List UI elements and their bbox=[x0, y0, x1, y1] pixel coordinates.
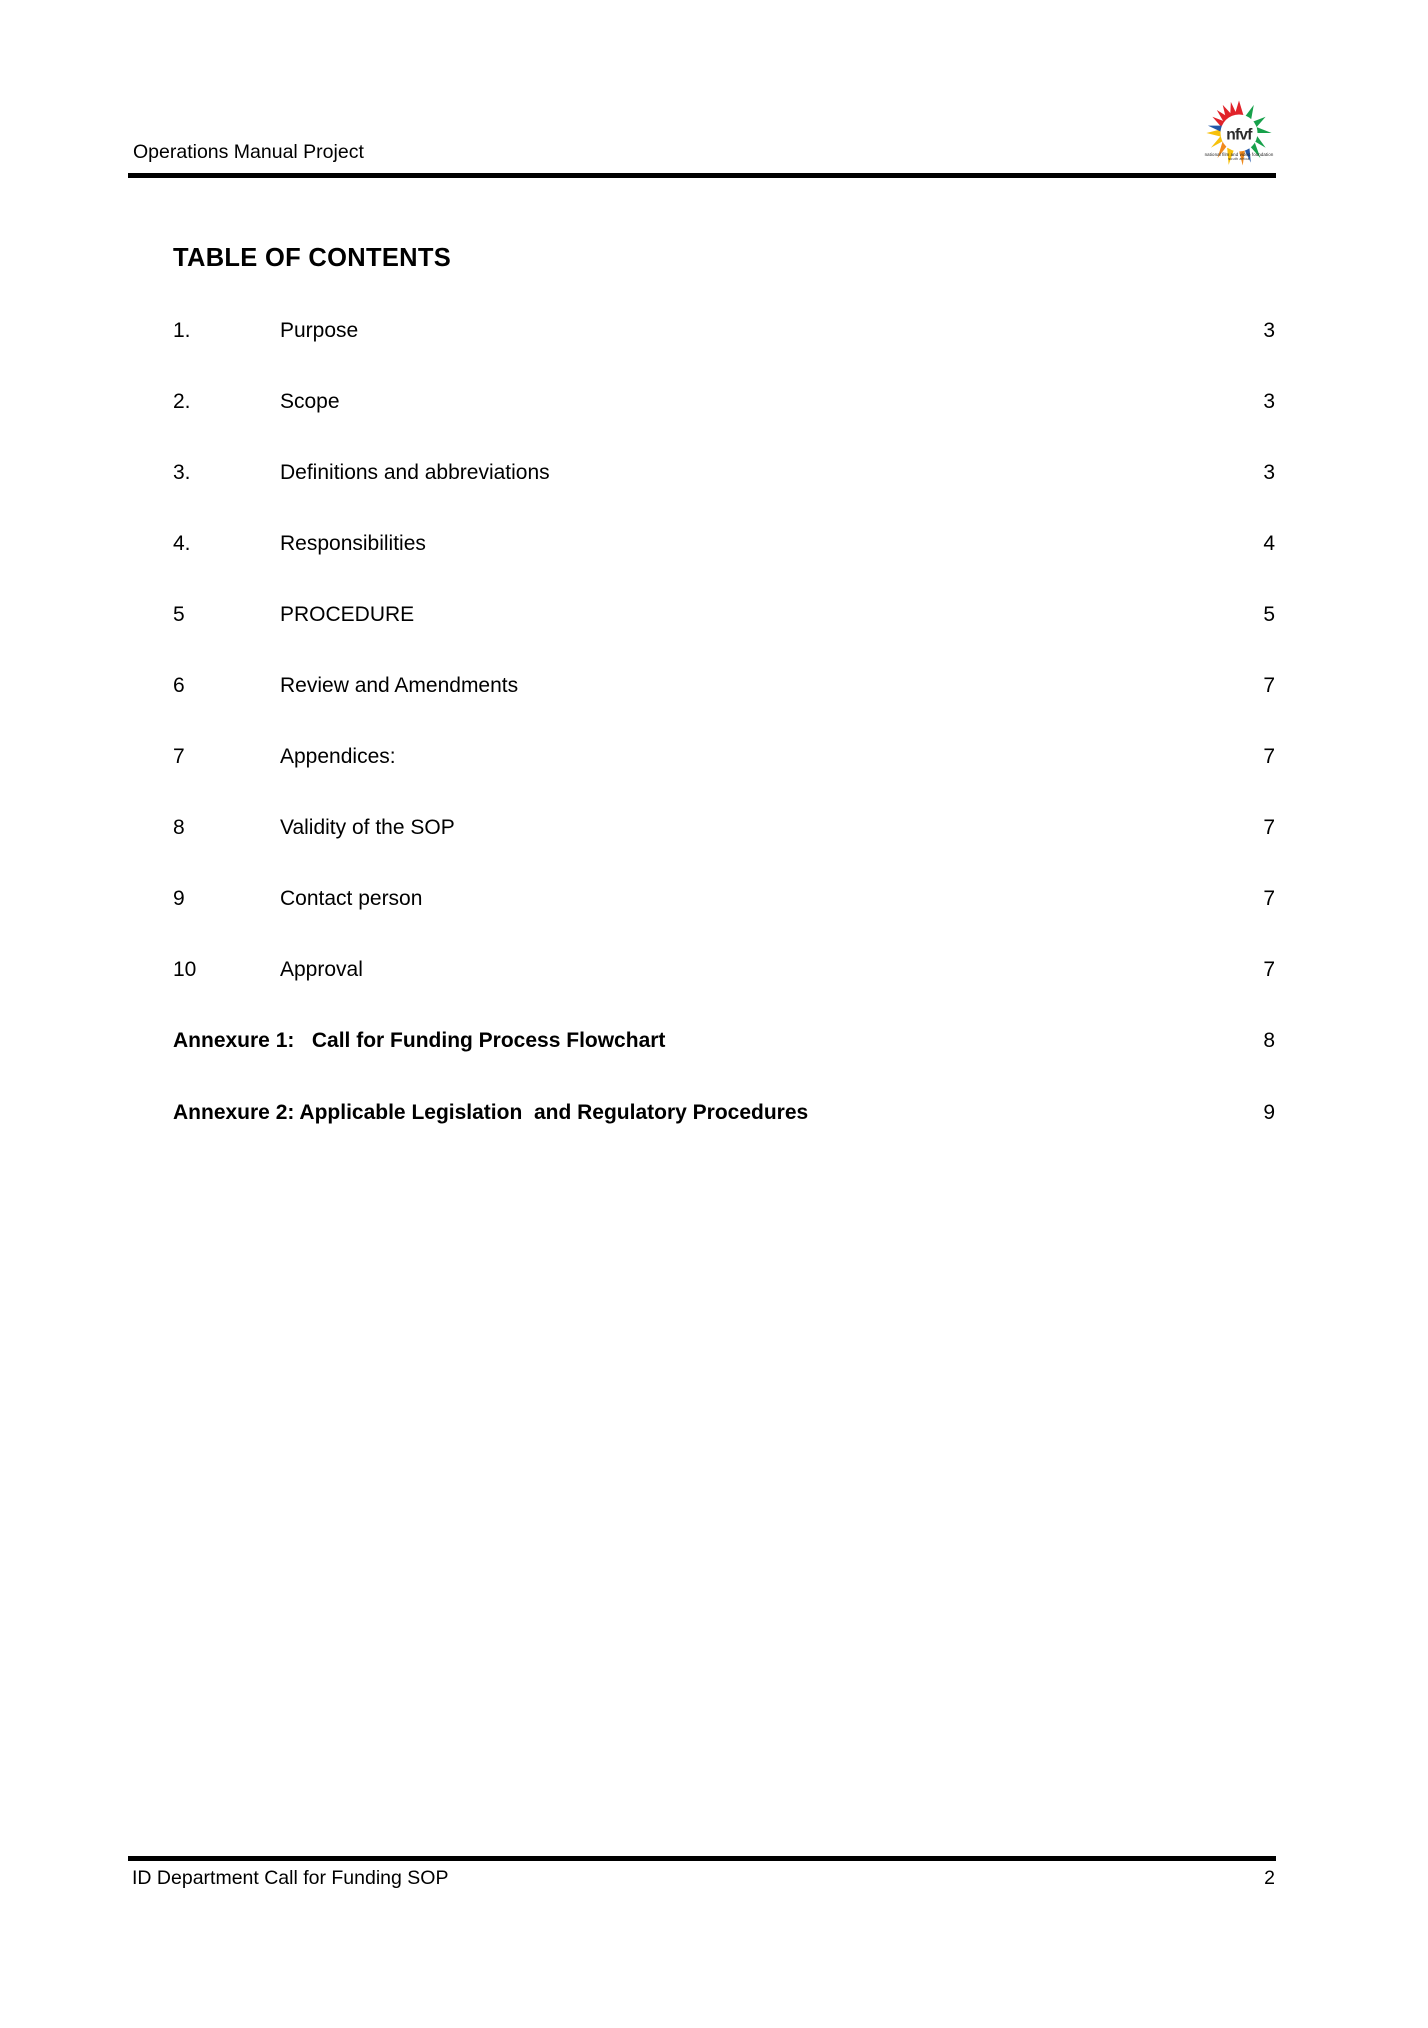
toc-entry-page: 5 bbox=[1263, 603, 1275, 626]
toc-entry-number: 4. bbox=[173, 532, 191, 555]
toc-entry-label: PROCEDURE bbox=[280, 603, 415, 626]
toc-entry-page: 7 bbox=[1263, 674, 1275, 697]
toc-entry-number: 5 bbox=[173, 603, 185, 626]
toc-annexure-label: Annexure 2: Applicable Legislation and Regulatory Procedures bbox=[173, 1101, 809, 1124]
page-title: TABLE OF CONTENTS bbox=[173, 244, 452, 272]
table-of-contents bbox=[173, 318, 1275, 1172]
toc-entry-label: Validity of the SOP bbox=[280, 816, 455, 839]
toc-entry-page: 3 bbox=[1263, 390, 1275, 413]
toc-entry-number: 8 bbox=[173, 816, 185, 839]
toc-entry-number: 7 bbox=[173, 745, 185, 768]
header-title: Operations Manual Project bbox=[133, 141, 364, 163]
toc-entry[interactable] bbox=[173, 602, 1275, 673]
toc-annexure-entry[interactable] bbox=[173, 1028, 1275, 1100]
toc-entry-number: 10 bbox=[173, 958, 197, 981]
toc-entry-page: 4 bbox=[1263, 532, 1275, 555]
footer-divider bbox=[128, 1856, 1276, 1861]
header-divider bbox=[128, 173, 1276, 178]
page-footer bbox=[128, 1856, 1276, 1916]
toc-entry-number: 6 bbox=[173, 674, 185, 697]
toc-entry-page: 3 bbox=[1263, 461, 1275, 484]
toc-entry-page: 7 bbox=[1263, 958, 1275, 981]
toc-annexure-page: 9 bbox=[1263, 1101, 1275, 1124]
toc-entry-label: Approval bbox=[280, 958, 363, 981]
toc-entry-page: 7 bbox=[1263, 745, 1275, 768]
toc-entry-label: Definitions and abbreviations bbox=[280, 461, 550, 484]
svg-text:nfvf: nfvf bbox=[1226, 126, 1252, 144]
logo-caption-line2: south africa bbox=[1228, 157, 1250, 162]
page-header bbox=[128, 96, 1276, 182]
toc-entry[interactable] bbox=[173, 815, 1275, 886]
toc-entry-label: Appendices: bbox=[280, 745, 396, 768]
toc-entry-label: Contact person bbox=[280, 887, 423, 910]
toc-entry[interactable] bbox=[173, 389, 1275, 460]
logo-caption-line1: national film and video foundation bbox=[1204, 152, 1274, 157]
toc-entry-number: 3. bbox=[173, 461, 191, 484]
toc-annexure-label: Annexure 1: Call for Funding Process Flowchart bbox=[173, 1029, 666, 1052]
toc-entry-number: 2. bbox=[173, 390, 191, 413]
toc-entry-page: 7 bbox=[1263, 816, 1275, 839]
logo-caption bbox=[1202, 152, 1276, 163]
toc-entry[interactable] bbox=[173, 318, 1275, 389]
footer-text: ID Department Call for Funding SOP bbox=[132, 1867, 449, 1889]
toc-entry[interactable] bbox=[173, 886, 1275, 957]
toc-entry[interactable] bbox=[173, 673, 1275, 744]
toc-entry-label: Purpose bbox=[280, 319, 359, 342]
toc-annexure-entry[interactable] bbox=[173, 1100, 1275, 1172]
toc-entry-number: 1. bbox=[173, 319, 191, 342]
toc-entry-label: Scope bbox=[280, 390, 340, 413]
toc-entry[interactable] bbox=[173, 531, 1275, 602]
toc-entry-number: 9 bbox=[173, 887, 185, 910]
toc-entry-page: 7 bbox=[1263, 887, 1275, 910]
toc-entry[interactable] bbox=[173, 957, 1275, 1028]
nfvf-logo bbox=[1202, 96, 1276, 170]
toc-annexure-page: 8 bbox=[1263, 1029, 1275, 1052]
toc-entry-page: 3 bbox=[1263, 319, 1275, 342]
footer-page-number: 2 bbox=[1264, 1867, 1275, 1889]
toc-entry-label: Responsibilities bbox=[280, 532, 426, 555]
toc-entry[interactable] bbox=[173, 744, 1275, 815]
toc-entry-label: Review and Amendments bbox=[280, 674, 519, 697]
toc-entry[interactable] bbox=[173, 460, 1275, 531]
